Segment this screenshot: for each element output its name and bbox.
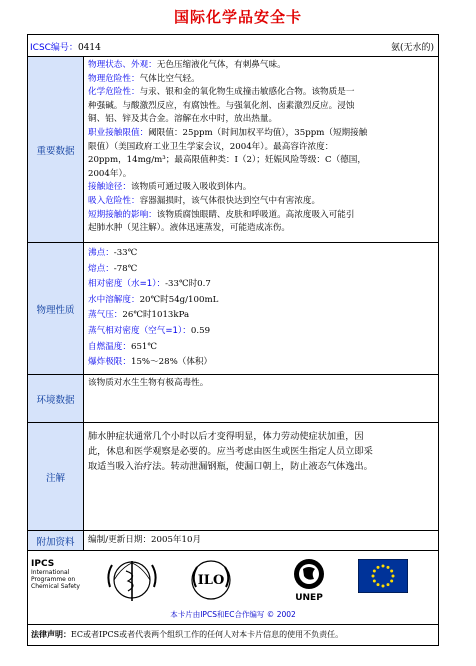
environmental-data-row <box>28 375 438 423</box>
notes-row <box>28 423 438 531</box>
property-line: 蒸气相对密度（空气=1）：0.59 <box>88 325 211 336</box>
legal-notice <box>31 629 343 640</box>
eu-star <box>387 566 390 569</box>
ipcs-title: IPCS <box>31 559 55 569</box>
eu-flag-icon <box>358 559 408 593</box>
icsc-label: ICSC编号： <box>30 43 78 53</box>
text-line: 职业接触限值：阈限值：25ppm（时间加权平均值），35ppm（短期接触 <box>88 127 368 138</box>
text-line: 肺水肿症状通常几个小时以后才变得明显，体力劳动使症状加重，因 <box>88 431 364 442</box>
unep-text: UNEP <box>295 593 323 603</box>
eu-star <box>373 580 376 583</box>
text-line: 短期接触的影响：该物质腐蚀眼睛、皮肤和呼吸道。高浓度吸入可能引 <box>88 209 355 220</box>
icsc-value: 0414 <box>77 43 101 53</box>
card-header-row <box>28 35 438 57</box>
chemical-name: 氨(无水的) <box>390 43 434 53</box>
text-line: 此，休息和医学观察是必要的。应当考虑由医生或医生指定人员立即采 <box>88 446 373 457</box>
notes-content <box>85 423 438 530</box>
eu-star <box>373 570 376 573</box>
logos-row <box>28 551 438 625</box>
text-line: 取适当吸入治疗法。转动泄漏钢瓶，使漏口朝上，防止液态气体逸出。 <box>88 461 373 472</box>
text-line: 铜、铝、锌及其合金。溶解在水中时，放出热量。 <box>88 114 278 125</box>
important-data-content <box>85 57 438 242</box>
update-date: 编制/更新日期：2005年10月 <box>88 535 202 545</box>
property-line: 蒸气压：26℃时1013kPa <box>88 310 190 321</box>
card-title: 国际化学品安全卡 <box>173 8 302 26</box>
text-line: 吸入危险性：容器漏损时，该气体很快达到空气中有害浓度。 <box>88 195 321 206</box>
eu-star <box>390 580 393 583</box>
text-line: 2004年）。 <box>88 168 132 179</box>
property-line: 爆炸极限：15%～28%（体积） <box>88 357 213 368</box>
eu-star <box>382 565 385 568</box>
eu-star <box>377 566 380 569</box>
additional-info-content <box>85 531 438 550</box>
property-line: 熔点：-78℃ <box>88 263 138 274</box>
environmental-data-label: 环境数据 <box>28 375 84 422</box>
text-line: 起肺水肿（见注解）。液体迅速蒸发，可能造成冻伤。 <box>88 223 290 234</box>
physical-properties-content <box>85 243 438 374</box>
text-line: 种强碱。与酸激烈反应，有腐蚀性。与强氧化剂、卤素激烈反应。浸蚀 <box>88 100 355 111</box>
additional-info-row <box>28 531 438 551</box>
physical-properties-label: 物理性质 <box>28 243 84 374</box>
notes-label: 注解 <box>28 423 84 530</box>
environmental-data-content <box>85 375 438 422</box>
ipcs-subtitle: International Programme on Chemical Safety <box>31 569 80 590</box>
safety-card <box>27 34 439 646</box>
property-line: 沸点：-33℃ <box>88 248 138 258</box>
important-data-label: 重要数据 <box>28 57 84 242</box>
eu-star <box>392 575 395 578</box>
eu-star <box>377 583 380 586</box>
ilo-text: ILO <box>197 573 225 588</box>
unep-globe-icon <box>292 557 326 591</box>
physical-properties-row <box>28 243 438 375</box>
text-line: 20ppm，14mg/m³；最高限值种类：I（2）；妊娠风险等级：C（德国， <box>88 155 366 166</box>
unep-logo <box>286 557 332 603</box>
text-line: 化学危险性：与汞、银和金的氧化物生成撞击敏感化合物。该物质是一 <box>88 87 355 98</box>
legal-label: 法律声明： <box>31 630 71 639</box>
additional-info-label: 附加资料 <box>28 531 84 550</box>
property-line: 水中溶解度：20℃时54g/100mL <box>88 294 219 305</box>
ilo-emblem-icon <box>188 557 234 603</box>
eu-star <box>387 583 390 586</box>
property-line: 相对密度（水=1）：-33℃时0.7 <box>88 279 211 290</box>
legal-text: EC或者IPCS或者代表两个组织工作的任何人对本卡片信息的使用不负责任。 <box>71 630 344 639</box>
who-emblem-icon <box>104 557 160 603</box>
cooperation-note: 本卡片由IPCS和EC合作编写 © 2002 <box>170 610 296 619</box>
icsc-number <box>30 40 101 53</box>
eu-star <box>382 585 385 588</box>
ipcs-logo <box>31 559 93 590</box>
important-data-row <box>28 57 438 243</box>
text-line: 物理危险性：气体比空气轻。 <box>88 73 200 84</box>
text-line: 物理状态、外观：无色压缩液化气体，有刺鼻气味。 <box>88 60 286 70</box>
eu-star <box>390 570 393 573</box>
legal-row <box>28 625 438 645</box>
text-line: 该物质对水生生物有极高毒性。 <box>88 378 209 388</box>
property-line: 自燃温度：651℃ <box>88 341 158 352</box>
text-line: 限值）（美国政府工业卫生学家会议，2004年）。最高容许浓度： <box>88 141 334 152</box>
eu-star <box>372 575 375 578</box>
text-line: 接触途径：该物质可通过吸入吸收到体内。 <box>88 182 252 193</box>
